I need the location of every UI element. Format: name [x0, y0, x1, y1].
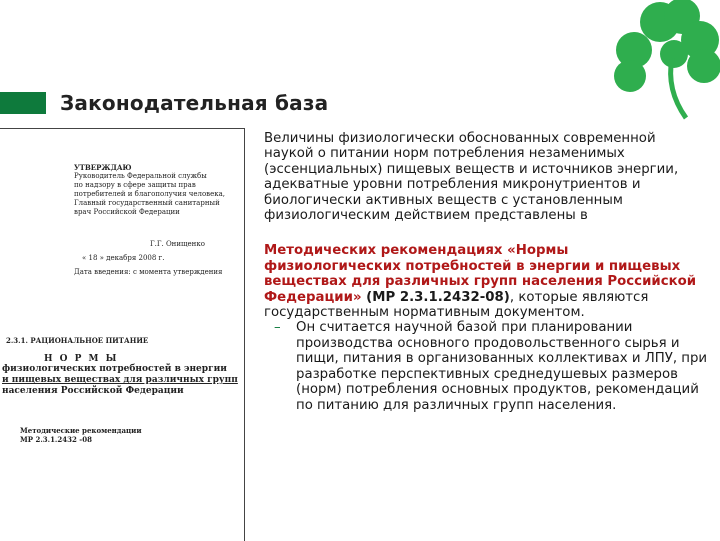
doc-approve-line: Руководитель Федеральной службы [74, 172, 207, 180]
doc-norms-subtitle [2, 364, 242, 397]
doc-date: « 18 » декабря 2008 г. [82, 254, 165, 262]
doc-mr-title: Методические рекомендации [20, 426, 142, 435]
document-scan [0, 128, 245, 541]
bullet-text: Он считается научной базой при планировании производства основного продовольственного сырья и пищи, питания в организованных коллективах и ЛПУ, при разработке перспективных среднедушевых размеров (норм) потребления основных продуктов, рекомендаций по питанию для различных групп населения. [296, 320, 708, 413]
title-accent-bar [0, 92, 46, 114]
paragraph-2-code: (МР 2.3.1.2432-08) [361, 289, 510, 305]
bullet-dash-icon: – [274, 320, 281, 336]
doc-norms-title: Н О Р М Ы [44, 354, 119, 364]
doc-mr-number: МР 2.3.1.2432 -08 [20, 435, 92, 444]
doc-approve-line: Главный государственный санитарный [74, 199, 220, 207]
clover-icon [590, 0, 720, 120]
bullet-item [264, 320, 709, 412]
doc-intro: Дата введения: с момента утверждения [74, 268, 223, 276]
doc-signer: Г.Г. Онищенко [150, 240, 205, 248]
doc-approval-block [74, 163, 244, 217]
doc-method-recs [20, 426, 142, 444]
body-text [264, 131, 709, 413]
paragraph-2-lead: Методических рекомендациях [264, 243, 508, 259]
paragraph-2-tail: , которые являются государственным нормативным документом. [264, 289, 649, 321]
doc-approve-line: врач Российской Федерации [74, 208, 180, 216]
paragraph-1: Величины физиологически обоснованных современной наукой о питании норм потребления незаменимых (эссенциальных) пищевых веществ и источников энергии, адекватные уровни потребления микронутриентов и биологически активных веществ с установленным физиологическим действием представлены в [264, 131, 679, 224]
doc-norms-line: населения Российской Федерации [2, 386, 184, 396]
doc-approve-line: по надзору в сфере защиты прав [74, 181, 196, 189]
doc-section: 2.3.1. РАЦИОНАЛЬНОЕ ПИТАНИЕ [6, 336, 149, 345]
doc-approve-line: потребителей и благополучия человека, [74, 190, 226, 198]
paragraph-2-quote: «Нормы физиологических потребностей в энергии и пищевых веществах для различных групп населения Российской Федерации» [264, 243, 697, 305]
doc-norms-line: и пищевых веществах для различных групп [2, 375, 238, 385]
doc-norms-line: физиологических потребностей в энергии [2, 364, 227, 374]
doc-approve-header: УТВЕРЖДАЮ [74, 163, 132, 172]
paragraph-2 [264, 243, 709, 320]
page-title: Законодательная база [60, 91, 329, 115]
